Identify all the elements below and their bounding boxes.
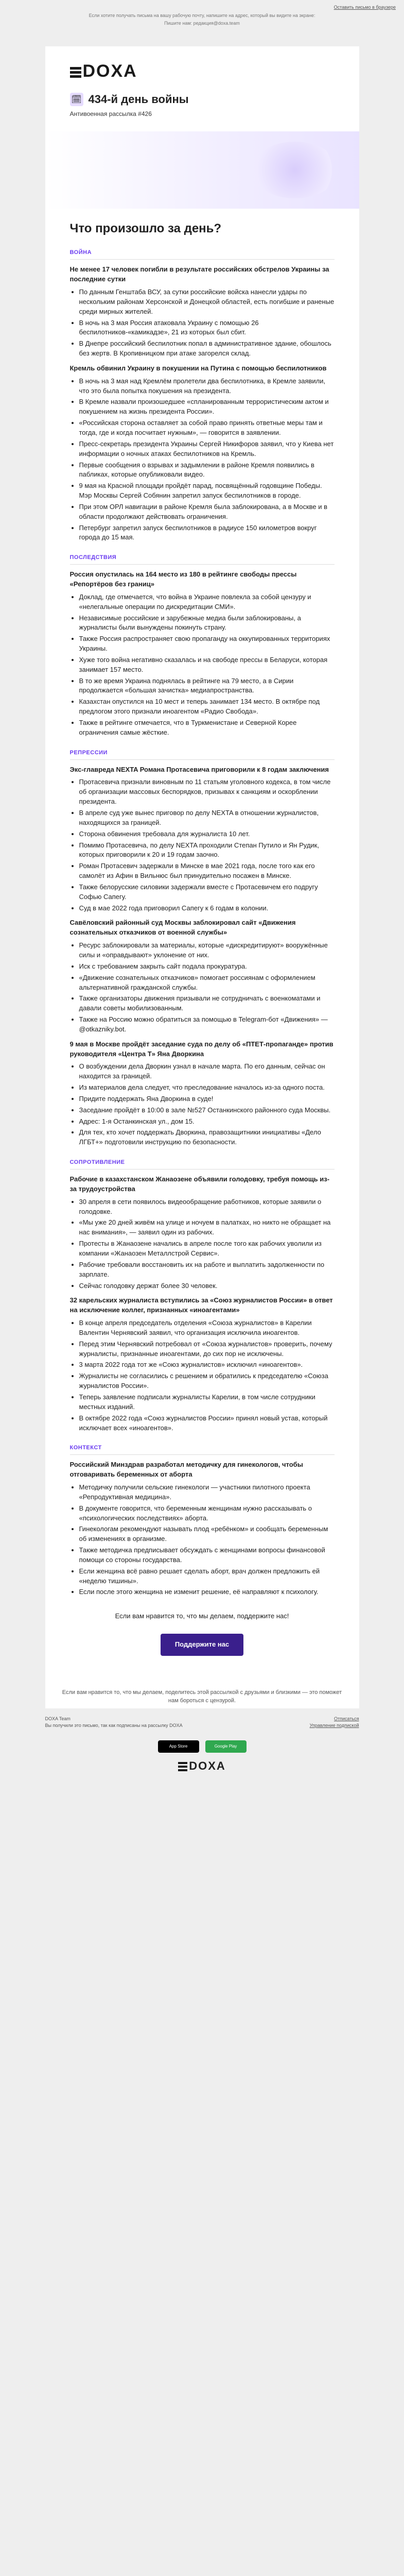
- news-bullet: • Сторона обвинения требовала для журналиста 10 лет.: [79, 829, 335, 839]
- news-bullet: • «Движение сознательных отказчиков» помогает россиянам с оформлением альтернативной гражданской службы.: [79, 973, 335, 993]
- subscription-reason: Вы получили это письмо, так как подписаны на рассылку DOXA: [45, 1722, 183, 1728]
- section-label: КОНТЕКСТ: [70, 1444, 335, 1455]
- manage-subscription-link[interactable]: Управление подпиской: [309, 1722, 359, 1728]
- news-bullet: • В Кремле назвали произошедшее «спланированным террористическим актом и покушением на жизнь президента России».: [79, 397, 335, 417]
- news-bullet: • Первые сообщения о взрывах и задымлении в районе Кремля появились в пабликах, которые опубликовали видео.: [79, 461, 335, 480]
- news-bullets: [70, 1197, 335, 1291]
- news-bullet: • Также Россия распространяет свою пропаганду на оккупированных территориях Украины.: [79, 634, 335, 654]
- issue-header: [70, 91, 335, 108]
- calendar-icon: 🗓: [70, 93, 83, 106]
- logo-row: [70, 46, 335, 84]
- news-bullet: • Пресс-секретарь президента Украины Сергей Никифоров заявил, что у Киева нет информации о ночных атаках беспилотников на Кремль.: [79, 439, 335, 459]
- news-bullet: • Также на Россию можно обратиться за помощью в Telegram-бот «Движения» — @otkazniky.bot.: [79, 1015, 335, 1035]
- bottom-bar: [45, 1708, 359, 1736]
- news-bullet: • Сейчас голодовку держат более 30 человек.: [79, 1281, 335, 1291]
- section-label: СОПРОТИВЛЕНИЕ: [70, 1159, 335, 1170]
- news-headline: 32 карельских журналиста вступились за «Союз журналистов России» в ответ на исключение коллег, признанных «иноагентами»: [69, 1296, 333, 1314]
- issue-subtitle: Антивоенная рассылка #426: [69, 110, 152, 118]
- news-bullet: • При этом ОРЛ навигации в районе Кремля была заблокирована, а в Москве и в области продолжают действовать ограничения.: [79, 502, 335, 522]
- news-bullets: [70, 1062, 335, 1147]
- section-label: ВОЙНА: [70, 249, 335, 260]
- issue-title: 434-й день войны: [88, 93, 189, 106]
- news-bullet: • Протасевича признали виновным по 11 статьям уголовного кодекса, в том числе об организации массовых беспорядков, призывах к санкциям и оскорблении президента.: [79, 777, 335, 807]
- news-bullet: • Придите поддержать Яна Дворкина в суде!: [79, 1094, 335, 1104]
- news-bullet: • Ресурс заблокировали за материалы, которые «дискредитируют» вооружённые силы и «оправдывают» уклонение от них.: [79, 941, 335, 960]
- preheader: [0, 0, 404, 46]
- news-bullet: • Адрес: 1-я Останкинская ул., дом 15.: [79, 1117, 335, 1127]
- team-name: DOXA Team: [45, 1716, 71, 1721]
- footer-note: Если вам нравится то, что мы делаем, поделитесь этой рассылкой с друзьями и близкими — это поможет нам бороться с цензурой.: [45, 1680, 359, 1708]
- news-bullet: • В ночь на 3 мая Россия атаковала Украину с помощью 26 беспилотников-«камикадзе», 21 из которых был сбит.: [79, 318, 335, 338]
- preheader-line: Пишите нам: редакция@doxa.team: [164, 21, 240, 26]
- app-store-badge[interactable]: App Store: [158, 1740, 199, 1753]
- news-bullet: • Протесты в Жанаозене начались в апреле после того как рабочих уволили из компании «Жанаозен Металлстрой Сервис».: [79, 1239, 335, 1259]
- news-bullets: [70, 592, 335, 738]
- bottom-right: [310, 1716, 359, 1729]
- news-bullet: • 3 марта 2022 года тот же «Союз журналистов» исключил «иноагентов».: [79, 1360, 335, 1370]
- news-bullet: • 30 апреля в сети появилось видеообращение работников, которые заявили о голодовке.: [79, 1197, 335, 1217]
- news-bullet: • Также в рейтинге отмечается, что в Туркменистане и Северной Корее ограничения самые жёсткие.: [79, 718, 335, 738]
- news-bullets: [70, 941, 335, 1035]
- news-bullet: • В октябре 2022 года «Союз журналистов России» принял новый устав, который исключает всех «иноагентов».: [79, 1414, 335, 1433]
- support-button[interactable]: Поддержите нас: [161, 1634, 243, 1656]
- news-bullets: [70, 1483, 335, 1597]
- news-bullet: • Также методичка предписывает обсуждать с женщинами вопросы финансовой помощи со стороны государства.: [79, 1546, 335, 1565]
- cta-row: [70, 1634, 335, 1656]
- unsubscribe-link[interactable]: Отписаться: [333, 1716, 359, 1721]
- news-headline: Россия опустилась на 164 место из 180 в рейтинге свободы прессы «Репортёров без границ»: [69, 570, 297, 588]
- news-headline: Экс-главреда NEXTA Романа Протасевича приговорили к 8 годам заключения: [69, 765, 329, 773]
- news-headline: Российский Минздрав разработал методичку для гинекологов, чтобы отговаривать беременных от аборта: [69, 1461, 303, 1479]
- bottom-left: [45, 1716, 183, 1729]
- footer-brand-name: DOXA: [189, 1759, 226, 1772]
- news-bullet: • Методичку получили сельские гинекологи — участники пилотного проекта «Репродуктивная медицина».: [79, 1483, 335, 1502]
- news-bullet: • Журналисты не согласились с решением и обратились к председателю «Союза журналистов России».: [79, 1371, 335, 1391]
- news-bullet: • Если женщина всё равно решает сделать аборт, врач должен предложить ей «неделю тишины».: [79, 1567, 335, 1586]
- sections-container: [70, 249, 335, 1597]
- news-bullet: • В апреле суд уже вынес приговор по делу NEXTA в отношении журналистов, находящихся за границей.: [79, 808, 335, 828]
- news-bullet: • Суд в мае 2022 года приговорил Сапегу к 6 годам в колонии.: [79, 904, 335, 913]
- news-bullet: • 9 мая на Красной площади пройдёт парад, посвящённый годовщине Победы. Мэр Москвы Сергей Собянин запретил запуск беспилотников в городе.: [79, 481, 335, 501]
- main-title: Что произошло за день?: [69, 221, 222, 235]
- news-bullets: [70, 1318, 335, 1433]
- section-label: ПОСЛЕДСТВИЯ: [70, 554, 335, 565]
- news-bullet: • В Днепре российский беспилотник попал в административное здание, обошлось без жертв. В Кропивницком при атаке загорелся склад.: [79, 339, 335, 359]
- hero-decoration: [251, 142, 339, 198]
- news-bullet: • Роман Протасевич задержали в Минске в мае 2021 года, после того как его самолёт из Афин в Вильнюс был принудительно посажен в Минске.: [79, 861, 335, 881]
- preheader-line: Если хотите получать письма на вашу рабочую почту, напишите на адрес, который вы видите на экране:: [89, 13, 315, 18]
- news-bullet: • Петербург запретил запуск беспилотников в радиусе 150 километров вокруг города до 15 мая.: [79, 523, 335, 543]
- news-bullet: • «Российская сторона оставляет за собой право принять ответные меры там и тогда, где и когда посчитает нужным», — говорится в заявлении.: [79, 418, 335, 438]
- news-bullet: • О возбуждении дела Дворкин узнал в начале марта. По его данным, сейчас он находится за границей.: [79, 1062, 335, 1081]
- news-bullets: [70, 287, 335, 359]
- news-bullet: • Хуже того война негативно сказалась и на свободе прессы в Беларуси, которая занимает 157 место.: [79, 655, 335, 675]
- news-bullet: • Доклад, где отмечается, что война в Украине повлекла за собой цензуру и «нелегальные операции по дискредитации СМИ».: [79, 592, 335, 612]
- newsletter-card: [45, 46, 359, 1680]
- news-bullet: • Также организаторы движения призывали не сотрудничать с военкоматами и давали советы мобилизованным.: [79, 994, 335, 1013]
- news-bullet: • По данным Генштаба ВСУ, за сутки российские войска нанесли удары по нескольким районам Херсонской и Донецкой областей, есть погибшие и раненые среди мирных жителей.: [79, 287, 335, 317]
- logo-mark-icon: [178, 1760, 187, 1773]
- news-bullet: • В документе говорится, что беременным женщинам нужно рассказывать о «психологических последствиях» аборта.: [79, 1504, 335, 1523]
- news-headline: Савёловский районный суд Москвы заблокировал сайт «Движения сознательных отказчиков от военной службы»: [69, 919, 296, 937]
- news-bullet: • Из материалов дела следует, что преследование началось из-за одного поста.: [79, 1083, 335, 1093]
- hero-banner: [45, 131, 359, 209]
- news-bullet: • Гинекологам рекомендуют называть плод «ребёнком» и сообщать беременным об изменениях в организме.: [79, 1524, 335, 1544]
- app-badges: [0, 1740, 404, 1753]
- google-play-badge[interactable]: Google Play: [205, 1740, 247, 1753]
- news-bullet: • В ночь на 3 мая над Кремлём пролетели два беспилотника, в Кремле заявили, что это была попытка покушения на президента.: [79, 377, 335, 396]
- news-headline: Кремль обвинил Украину в покушении на Путина с помощью беспилотников: [69, 364, 327, 372]
- section-label: РЕПРЕССИИ: [70, 749, 335, 760]
- news-bullet: • Если после этого женщина не изменит решение, её направляют к психологу.: [79, 1587, 335, 1597]
- news-bullet: • В конце апреля председатель отделения «Союза журналистов» в Карелии Валентин Чернявский заявил, что организация исключила иноагентов.: [79, 1318, 335, 1338]
- news-bullet: • Независимые российские и зарубежные медиа были заблокированы, а журналисты были вынуждены покинуть страну.: [79, 614, 335, 633]
- news-bullet: • В то же время Украина поднялась в рейтинге на 79 место, а в Сирии продолжается «большая зачистка» медиапространства.: [79, 676, 335, 696]
- news-headline: Не менее 17 человек погибли в результате российских обстрелов Украины за последние сутки: [69, 265, 329, 283]
- news-bullets: [70, 777, 335, 913]
- brand-name: DOXA: [82, 61, 137, 81]
- logo-mark-icon: [70, 65, 81, 79]
- footer-logo[interactable]: [0, 1758, 404, 1774]
- news-bullet: • Иск с требованием закрыть сайт подала прокуратура.: [79, 962, 335, 972]
- news-bullet: • Для тех, кто хочет поддержать Дворкина, правозащитники инициативы «Дело ЛГБТ+» подготовили инструкцию по безопасности.: [79, 1128, 335, 1147]
- news-bullet: • Казахстан опустился на 10 мест и теперь занимает 134 место. В октябре под предлогом этого признали иноагентом «Радио Свобода».: [79, 697, 335, 717]
- news-headline: 9 мая в Москве пройдёт заседание суда по делу об «ПТЕТ-пропаганде» против руководителя «Центра Т» Яна Дворкина: [69, 1040, 333, 1058]
- news-bullets: [70, 377, 335, 543]
- news-headline: Рабочие в казахстанском Жанаозене объявили голодовку, требуя помощь из-за трудоустройства: [69, 1175, 330, 1193]
- news-bullet: • Теперь заявление подписали журналисты Карелии, в том числе сотрудники местных изданий.: [79, 1393, 335, 1412]
- news-bullet: • Заседание пройдёт в 10:00 в зале №527 Останкинского районного суда Москвы.: [79, 1106, 335, 1115]
- news-bullet: • Перед этим Чернявский потребовал от «Союза журналистов» проверить, почему журналисты, признанные иноагентами, до сих пор не исключены.: [79, 1340, 335, 1359]
- open-in-browser-link[interactable]: Оставить письмо в браузере: [333, 5, 396, 10]
- brand-logo[interactable]: [70, 59, 335, 84]
- news-bullet: • «Мы уже 20 дней живём на улице и ночуем в палатках, но никто не обращает на нас внимания», — заявил один из рабочих.: [79, 1218, 335, 1238]
- cta-text: Если вам нравится то, что мы делаем, поддержите нас!: [115, 1612, 289, 1620]
- news-bullet: • Также белорусские силовики задержали вместе с Протасевичем его подругу Софью Сапегу.: [79, 883, 335, 902]
- news-bullet: • Помимо Протасевича, по делу NEXTA проходили Степан Путило и Ян Рудик, которых приговорили к 20 и 19 годам заочно.: [79, 841, 335, 860]
- news-bullet: • Рабочие требовали восстановить их на работе и выплатить задолженности по зарплате.: [79, 1260, 335, 1280]
